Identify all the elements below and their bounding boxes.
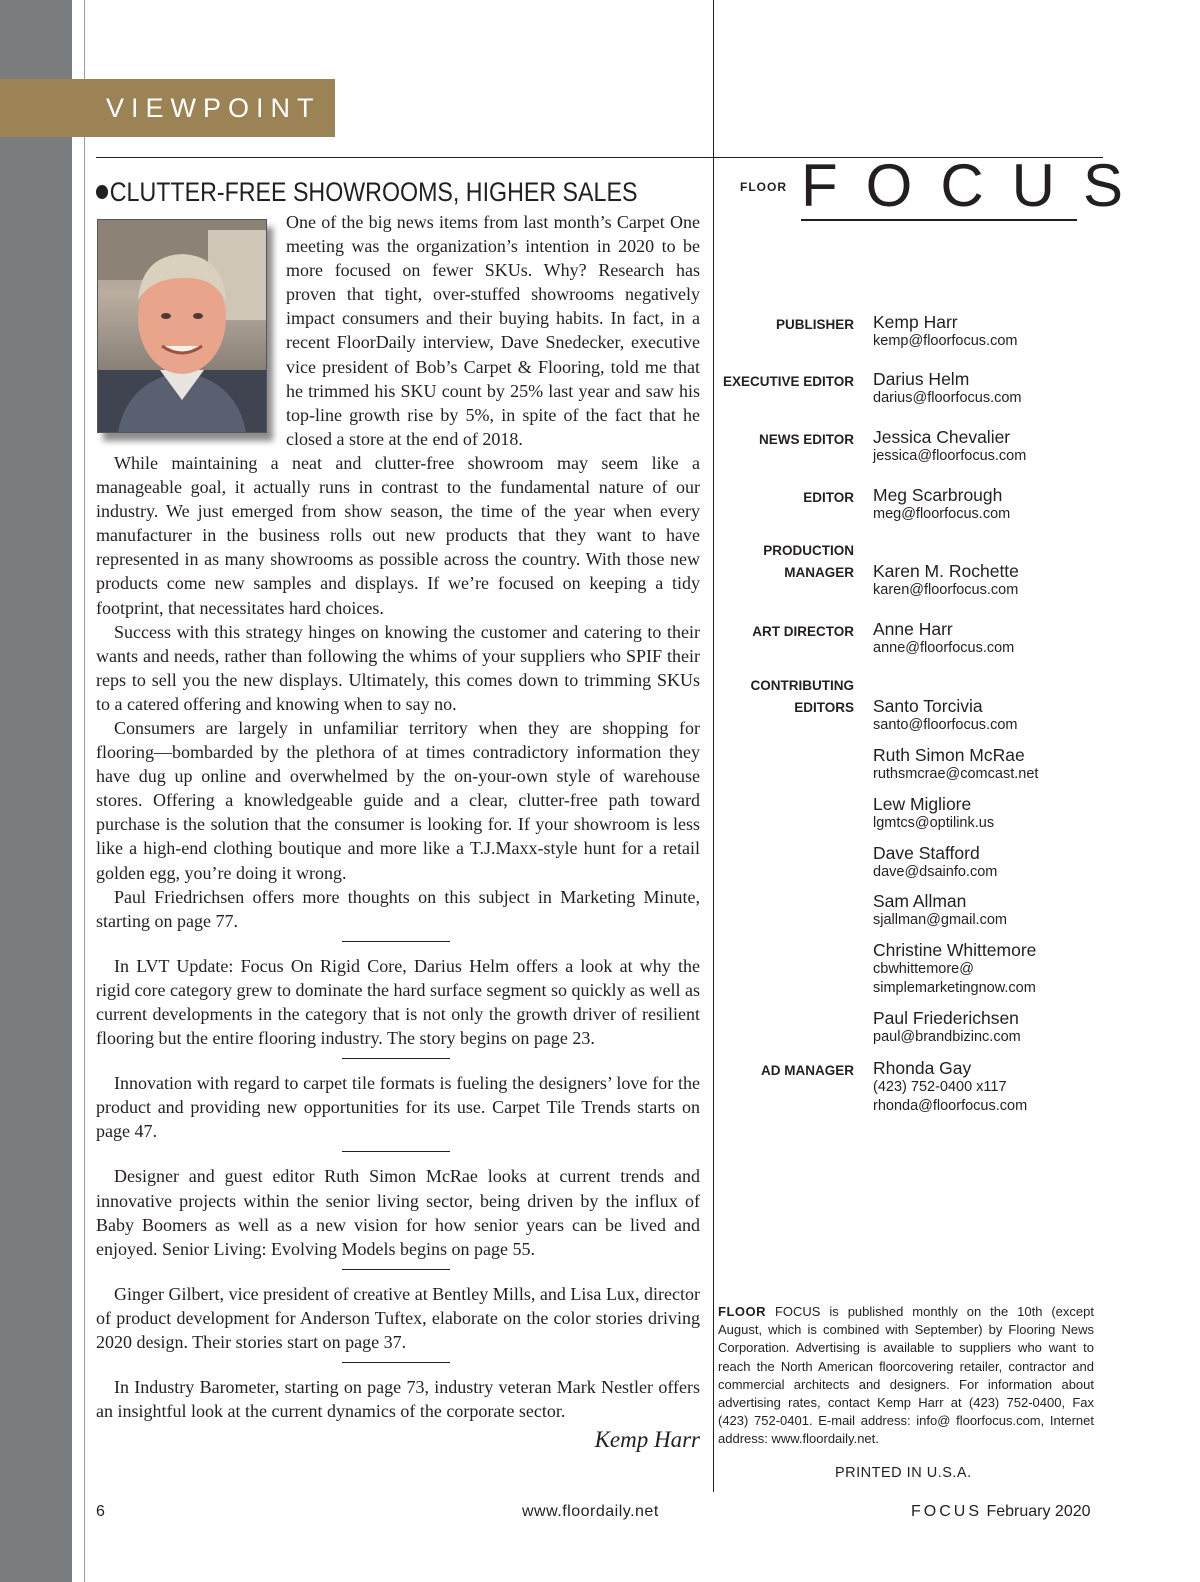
footer-issue [911, 1503, 1091, 1521]
article-paragraph: In Industry Barometer, starting on page 73, industry veteran Mark Nestler offers an insightful look at the current dynamics of the corporate sector. [96, 1377, 700, 1422]
staff-email: paul@brandbizinc.com [873, 1029, 1021, 1045]
section-separator [342, 1058, 450, 1059]
article-paragraph: Success with this strategy hinges on knowing the customer and catering to their wants and needs, rather than following the whims of your suppliers who SPIF their reps to sell you the new displays. Ultimately, this comes down to trimming SKUs to a catered offering and knowing when to say no. [96, 621, 700, 714]
staff-name: Kemp Harr [873, 312, 958, 332]
section-separator [342, 1151, 450, 1152]
left-margin-bar [0, 0, 72, 1582]
article-paragraph: In LVT Update: Focus On Rigid Core, Darius Helm offers a look at why the rigid core category grew to dominate the hard surface segment so quickly as well as current developments in the category that is not only the growth driver of resilient flooring but the entire flooring industry. The story begins on page 23. [96, 955, 700, 1049]
footer-url: www.floordaily.net [522, 1503, 659, 1520]
footer-magazine: FOCUS [911, 1503, 982, 1520]
logo-floor: FLOOR [740, 180, 787, 194]
staff-name: Dave Stafford [873, 843, 980, 863]
photo-space [96, 210, 286, 446]
section-label: VIEWPOINT [106, 93, 321, 123]
staff-name: Jessica Chevalier [873, 427, 1011, 447]
staff-role: NEWS EDITOR [758, 432, 854, 447]
staff-email: dave@dsainfo.com [873, 864, 998, 880]
pubinfo-text: is published monthly on the 10th (except August, which is combined with September) by Flooring News Corporation. Advertising is available to suppliers who want to reach the North American floorcovering retailer, contractor and commercial architects and designers. For information about advertising rates, contact Kemp Harr at (423) 752-0400, Fax (423) 752-0401. E-mail address: info@ floorfocus.com, Internet address: www.floordaily.net. [718, 1304, 1094, 1447]
section-tab [0, 79, 335, 137]
logo-focus: FOCUS [801, 152, 1151, 219]
staff-role: PRODUCTION [763, 543, 854, 558]
section-separator [342, 941, 450, 942]
article-paragraph: Consumers are largely in unfamiliar territory when they are shopping for flooring—bombarded by the plethora of at times contradictory information they have dug up online and overwhelmed by the on-your-own style of warehouse stores. Offering a knowledgeable guide and a clear, clutter-free path toward purchase is the solution that the consumer is looking for. If your showroom is less like a high-end clothing boutique and more like a T.J.Maxx-style hunt for a retail golden egg, you’re doing it wrong. [96, 717, 700, 883]
staff-name: Karen M. Rochette [873, 561, 1019, 581]
author-signature: Kemp Harr [594, 1427, 700, 1453]
staff-role: CONTRIBUTING [750, 678, 854, 693]
pubinfo-floor: FLOOR [718, 1304, 766, 1319]
staff-role: EDITOR [803, 490, 854, 505]
masthead-logo [740, 152, 1151, 222]
staff-name: Darius Helm [873, 369, 970, 389]
staff-role: EXECUTIVE EDITOR [722, 374, 854, 389]
bullet-icon [96, 185, 108, 199]
article-paragraph: One of the big news items from last month’s Carpet One meeting was the organization’s intention in 2020 to be more focused on fewer SKUs. Why? Research has proven that tight, over-stuffed showrooms negatively impact consumers and their buying habits. In fact, in a recent FloorDaily interview, Dave Snedecker, executive vice president of Bob’s Carpet & Flooring, told me that he trimmed his SKU count by 25% last year and saw his top-line growth rise by 5%, in spite of the fact that he closed a store at the end of 2018. [286, 212, 700, 449]
headline-text: CLUTTER-FREE SHOWROOMS, HIGHER SALES [109, 177, 638, 207]
staff-email: cbwhittemore@ [873, 961, 974, 977]
section-separator [342, 1269, 450, 1270]
staff-name: Sam Allman [873, 891, 967, 911]
page-number: 6 [96, 1503, 105, 1520]
staff-name: Anne Harr [873, 619, 953, 639]
printed-notice: PRINTED IN U.S.A. [835, 1465, 972, 1481]
article-paragraph: Paul Friedrichsen offers more thoughts on this subject in Marketing Minute, starting on page 77. [96, 886, 700, 931]
section-separator [342, 1362, 450, 1363]
staff-name: Lew Migliore [873, 794, 972, 814]
staff-email: santo@floorfocus.com [873, 717, 1018, 733]
logo-underline [801, 219, 1077, 221]
staff-name: Christine Whittemore [873, 940, 1037, 960]
staff-email: darius@floorfocus.com [873, 390, 1022, 406]
staff-role: EDITORS [794, 700, 854, 715]
staff-email: ruthsmcrae@comcast.net [873, 766, 1039, 782]
staff-role: MANAGER [784, 565, 854, 580]
staff-name: Meg Scarbrough [873, 485, 1003, 505]
staff-role: AD MANAGER [761, 1063, 854, 1078]
staff-email: jessica@floorfocus.com [873, 448, 1027, 464]
pubinfo-focus: FOCUS [774, 1304, 821, 1319]
staff-email: sjallman@gmail.com [873, 912, 1007, 928]
staff-email: lgmtcs@optilink.us [873, 815, 995, 831]
footer-date: February 2020 [986, 1503, 1091, 1520]
staff-role: PUBLISHER [775, 317, 854, 332]
staff-email: kemp@floorfocus.com [873, 333, 1018, 349]
margin-rule [84, 0, 85, 1582]
article-headline [96, 177, 637, 208]
article-body [96, 210, 700, 1455]
staff-email: anne@floorfocus.com [873, 640, 1015, 656]
staff-phone: (423) 752-0400 x117 [873, 1079, 1007, 1095]
staff-name: Rhonda Gay [873, 1058, 972, 1078]
staff-role: ART DIRECTOR [752, 624, 854, 639]
article-paragraph: Ginger Gilbert, vice president of creative at Bentley Mills, and Lisa Lux, director of product development for Anderson Tuftex, elaborate on the color stories driving 2020 design. Their stories start on page 37. [96, 1283, 700, 1353]
staff-email: rhonda@floorfocus.com [873, 1098, 1028, 1114]
staff-email: meg@floorfocus.com [873, 506, 1011, 522]
staff-email: karen@floorfocus.com [873, 582, 1019, 598]
staff-name: Paul Friederichsen [873, 1008, 1019, 1028]
staff-name: Ruth Simon McRae [873, 745, 1025, 765]
column-divider [713, 0, 714, 1492]
article-paragraph: Designer and guest editor Ruth Simon McRae looks at current trends and innovative projects within the senior living sector, being driven by the influx of Baby Boomers as well as a new vision for how senior years can be lived and enjoyed. Senior Living: Evolving Models begins on page 55. [96, 1166, 700, 1259]
article-paragraph: Innovation with regard to carpet tile formats is fueling the designers’ love for the product and providing new opportunities for its use. Carpet Tile Trends starts on page 47. [96, 1073, 700, 1142]
staff-name: Santo Torcivia [873, 696, 983, 716]
article-paragraph: While maintaining a neat and clutter-free showroom may seem like a manageable goal, it actually runs in contrast to the fundamental nature of our industry. We just emerged from show season, the time of the year when every manufacturer in the business rolls out new products that they want to have represented in as many showrooms as possible across the country. With those new products come new samples and displays. If we’re focused on keeping a tidy footprint, that necessitates hard choices. [96, 452, 700, 618]
publication-info [718, 1303, 1094, 1449]
staff-email: simplemarketingnow.com [873, 980, 1036, 996]
